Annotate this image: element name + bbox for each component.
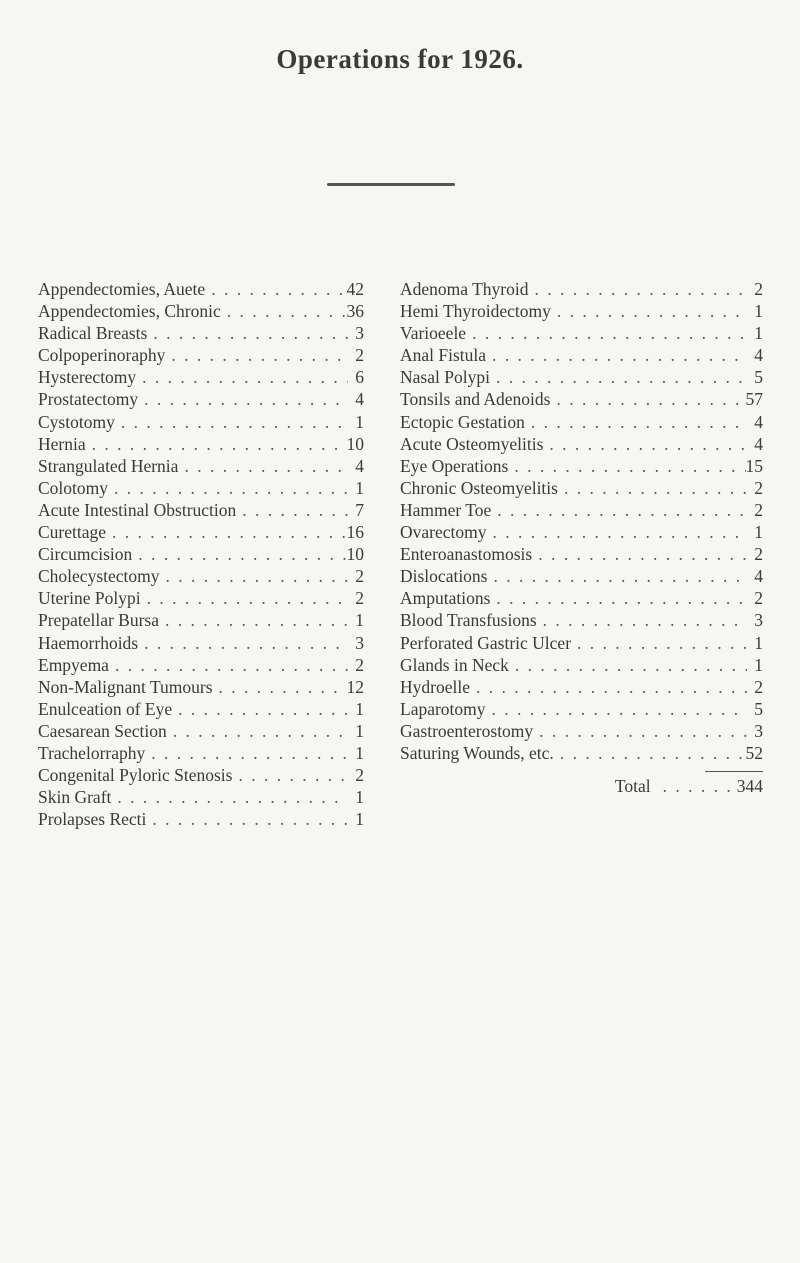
operation-row xyxy=(38,344,364,366)
operation-count: 1 xyxy=(355,411,364,432)
operation-name: Hammer Toe xyxy=(400,499,492,520)
operation-name: Appendectomies, Chronic xyxy=(38,301,221,322)
operation-row xyxy=(38,676,364,698)
leader-dots xyxy=(490,366,747,388)
operation-row xyxy=(400,411,763,433)
leader-dots xyxy=(132,543,346,565)
leader-dots xyxy=(232,764,348,786)
leader-dots xyxy=(466,322,747,344)
operation-row xyxy=(38,632,364,654)
leader-dots xyxy=(537,609,747,631)
operation-name: Anal Fistula xyxy=(400,345,487,366)
operation-name: Prepatellar Bursa xyxy=(38,610,159,631)
operation-count: 15 xyxy=(745,455,763,476)
leader-dots xyxy=(213,676,347,698)
operation-name: Acute Osteomyelitis xyxy=(400,433,544,454)
leader-dots xyxy=(141,587,348,609)
leader-dots xyxy=(160,565,348,587)
leader-dots xyxy=(86,433,347,455)
operation-count: 36 xyxy=(346,301,364,322)
operations-list-right xyxy=(400,278,763,797)
operation-count: 2 xyxy=(754,676,763,697)
total-count: 344 xyxy=(736,776,763,797)
operation-name: Hernia xyxy=(38,433,86,454)
operation-name: Laparotomy xyxy=(400,698,486,719)
leader-dots xyxy=(491,499,747,521)
operation-row xyxy=(38,609,364,631)
leader-dots xyxy=(159,609,348,631)
leader-dots xyxy=(147,322,348,344)
operation-name: Adenoma Thyroid xyxy=(400,279,529,299)
operation-count: 12 xyxy=(346,676,364,697)
operation-name: Hydroelle xyxy=(400,676,470,697)
leader-dots xyxy=(178,455,348,477)
leader-dots xyxy=(508,455,745,477)
operation-name: Haemorrhoids xyxy=(38,632,139,653)
operation-count: 4 xyxy=(355,389,364,410)
operation-row xyxy=(38,521,364,543)
operation-row xyxy=(38,587,364,609)
operation-row xyxy=(38,698,364,720)
operation-count: 7 xyxy=(355,499,364,520)
total-row xyxy=(400,775,763,797)
leader-dots xyxy=(145,742,348,764)
leader-dots xyxy=(533,720,747,742)
operation-count: 1 xyxy=(355,720,364,741)
operation-row xyxy=(38,654,364,676)
total-leader-dots xyxy=(651,775,737,797)
leader-dots xyxy=(490,587,747,609)
operation-row xyxy=(400,587,763,609)
leader-dots xyxy=(550,388,745,410)
operation-count: 4 xyxy=(754,433,763,454)
operation-name: Glands in Neck xyxy=(400,654,509,675)
operation-count: 1 xyxy=(355,610,364,631)
operation-row xyxy=(400,609,763,631)
operation-name: Chronic Osteomyelitis xyxy=(400,477,558,498)
operation-row xyxy=(400,676,763,698)
operation-row xyxy=(38,388,364,410)
operation-count: 1 xyxy=(355,809,364,830)
operation-name: Caesarean Section xyxy=(38,720,167,741)
operation-count: 16 xyxy=(346,522,364,543)
operation-row xyxy=(400,455,763,477)
operation-name: Skin Graft xyxy=(38,787,112,808)
operation-row xyxy=(400,632,763,654)
operation-row xyxy=(400,654,763,676)
operation-count: 4 xyxy=(754,566,763,587)
operation-row xyxy=(38,786,364,808)
operation-count: 1 xyxy=(754,323,763,344)
operation-row xyxy=(400,322,763,344)
operation-name: Varioeele xyxy=(400,323,467,344)
operation-count: 2 xyxy=(355,345,364,366)
operation-row xyxy=(38,455,364,477)
operation-name: Prolapses Recti xyxy=(38,809,147,830)
leader-dots xyxy=(106,521,346,543)
leader-dots xyxy=(146,808,348,830)
operation-name: Circumcision xyxy=(38,544,133,565)
leader-dots xyxy=(205,278,346,300)
leader-dots xyxy=(236,499,348,521)
operation-name: Enulceation of Eye xyxy=(38,698,173,719)
operation-count: 2 xyxy=(754,544,763,565)
leader-dots xyxy=(111,786,348,808)
operation-name: Perforated Gastric Ulcer xyxy=(400,632,572,653)
operation-count: 10 xyxy=(346,433,364,454)
leader-dots xyxy=(138,632,348,654)
operation-name: Ovarectomy xyxy=(400,522,487,543)
operation-name: Non-Malignant Tumours xyxy=(38,676,213,697)
operation-count: 1 xyxy=(355,698,364,719)
leader-dots xyxy=(571,632,747,654)
operations-list-left xyxy=(38,278,364,830)
operation-row xyxy=(400,388,763,410)
operation-row xyxy=(400,366,763,388)
operation-row xyxy=(38,499,364,521)
operation-row xyxy=(38,278,364,300)
leader-dots xyxy=(138,388,348,410)
operation-name: Ectopic Gestation xyxy=(400,411,525,432)
operation-count: 1 xyxy=(355,742,364,763)
operation-count: 2 xyxy=(355,765,364,786)
operation-name: Prostatectomy xyxy=(38,389,139,410)
operation-count: 10 xyxy=(346,544,364,565)
leader-dots xyxy=(525,411,747,433)
operation-name: Acute Intestinal Obstruction xyxy=(38,499,237,520)
operation-name: Empyema xyxy=(38,654,109,675)
leader-dots xyxy=(554,742,746,764)
operation-row xyxy=(400,300,763,322)
operation-row xyxy=(400,499,763,521)
operation-count: 1 xyxy=(355,787,364,808)
operation-name: Tonsils and Adenoids xyxy=(400,389,551,410)
leader-dots xyxy=(136,366,348,388)
operation-count: 5 xyxy=(754,698,763,719)
leader-dots xyxy=(532,543,747,565)
title-underline-rule xyxy=(327,183,455,186)
operation-name: Colotomy xyxy=(38,477,109,498)
operation-row xyxy=(400,521,763,543)
operation-row xyxy=(38,808,364,830)
operation-name: Congenital Pyloric Stenosis xyxy=(38,765,233,786)
operation-row xyxy=(400,720,763,742)
leader-dots xyxy=(509,654,747,676)
leader-dots xyxy=(487,521,748,543)
operation-count: 2 xyxy=(355,588,364,609)
operation-row xyxy=(38,543,364,565)
operation-row xyxy=(38,433,364,455)
operation-row xyxy=(400,565,763,587)
operation-count: 1 xyxy=(754,522,763,543)
operation-name: Hysterectomy xyxy=(38,367,137,388)
operation-name: Dislocations xyxy=(400,566,488,587)
operation-name: Curettage xyxy=(38,522,107,543)
leader-dots xyxy=(558,477,747,499)
operation-count: 5 xyxy=(754,367,763,388)
page-title: Operations for 1926. xyxy=(276,44,524,74)
operation-name: Enteroanastomosis xyxy=(400,544,533,565)
operation-count: 2 xyxy=(355,566,364,587)
operation-count: 1 xyxy=(754,654,763,675)
leader-dots xyxy=(551,300,747,322)
leader-dots xyxy=(488,565,748,587)
operation-count: 2 xyxy=(754,499,763,520)
leader-dots xyxy=(167,720,348,742)
operation-row xyxy=(38,742,364,764)
operation-name: Cholecystectomy xyxy=(38,566,160,587)
operation-row xyxy=(400,344,763,366)
operation-row xyxy=(400,698,763,720)
operation-count: 4 xyxy=(754,411,763,432)
operation-name: Strangulated Hernia xyxy=(38,455,179,476)
operation-name: Cystotomy xyxy=(38,411,115,432)
operation-row xyxy=(38,565,364,587)
operation-name: Hemi Thyroidectomy xyxy=(400,301,551,322)
operation-name: Radical Breasts xyxy=(38,323,148,344)
operation-row xyxy=(400,278,763,300)
operation-count: 2 xyxy=(754,279,763,299)
operation-count: 3 xyxy=(355,632,364,653)
operation-count: 42 xyxy=(346,279,364,299)
operation-name: Uterine Polypi xyxy=(38,588,141,609)
operation-count: 2 xyxy=(754,477,763,498)
operation-count: 1 xyxy=(355,477,364,498)
operation-count: 3 xyxy=(355,323,364,344)
operation-count: 6 xyxy=(355,367,364,388)
operation-name: Nasal Polypi xyxy=(400,367,490,388)
operation-row xyxy=(400,742,763,764)
operation-name: Colpoperinoraphy xyxy=(38,345,166,366)
total-label: Total xyxy=(614,776,651,797)
leader-dots xyxy=(115,411,348,433)
operation-row xyxy=(38,411,364,433)
operation-row xyxy=(400,433,763,455)
operation-row xyxy=(38,720,364,742)
leader-dots xyxy=(486,698,747,720)
operation-name: Amputations xyxy=(400,588,491,609)
operation-count: 3 xyxy=(754,610,763,631)
operation-row xyxy=(400,477,763,499)
operation-name: Appendectomies, Auete xyxy=(38,279,206,299)
operation-name: Blood Transfusions xyxy=(400,610,537,631)
operation-row xyxy=(38,764,364,786)
operation-count: 57 xyxy=(745,389,763,410)
leader-dots xyxy=(486,344,747,366)
total-divider xyxy=(705,771,763,772)
operation-count: 2 xyxy=(754,588,763,609)
operation-count: 4 xyxy=(754,345,763,366)
leader-dots xyxy=(221,300,347,322)
operation-count: 1 xyxy=(754,632,763,653)
operation-row xyxy=(400,543,763,565)
operation-row xyxy=(38,477,364,499)
leader-dots xyxy=(108,477,348,499)
operation-count: 3 xyxy=(754,720,763,741)
operation-name: Saturing Wounds, etc. xyxy=(400,742,554,763)
operation-row xyxy=(38,366,364,388)
operation-count: 1 xyxy=(754,301,763,322)
operation-row xyxy=(38,300,364,322)
operation-name: Eye Operations xyxy=(400,455,509,476)
leader-dots xyxy=(109,654,348,676)
operation-row xyxy=(38,322,364,344)
leader-dots xyxy=(543,433,747,455)
operation-count: 4 xyxy=(355,455,364,476)
operation-count: 2 xyxy=(355,654,364,675)
leader-dots xyxy=(172,698,348,720)
leader-dots xyxy=(528,278,747,300)
operation-count: 52 xyxy=(745,742,763,763)
leader-dots xyxy=(165,344,348,366)
operation-name: Trachelorraphy xyxy=(38,742,146,763)
leader-dots xyxy=(470,676,747,698)
operation-name: Gastroenterostomy xyxy=(400,720,534,741)
